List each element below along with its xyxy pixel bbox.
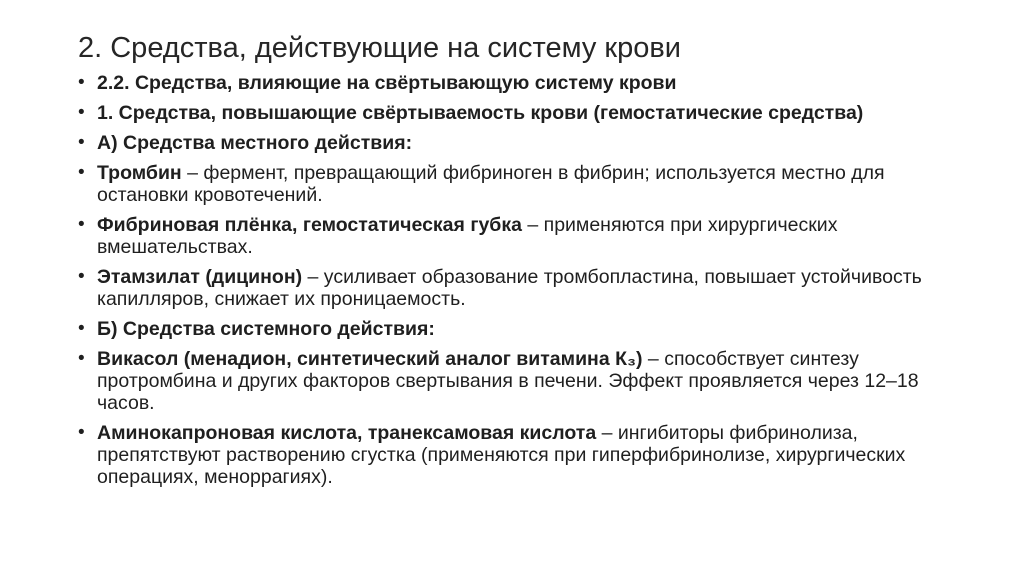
bullet-bold-text: 2.2. Средства, влияющие на свёртывающую систему крови: [97, 72, 677, 94]
bullet-text: – способствует синтезу протромбина и других факторов свертывания в печени. Эффект проявляется через 12–18 часов.: [97, 348, 919, 414]
bullet-bold-text: 1. Средства, повышающие свёртываемость крови (гемостатические средства): [97, 102, 864, 124]
bullet-bold-text: Тромбин: [97, 162, 182, 184]
bullet-item: [78, 102, 958, 124]
bullet-dot-icon: •: [78, 422, 85, 443]
bullet-dot-icon: •: [78, 348, 85, 369]
bullet-item: [78, 422, 958, 488]
bullet-bold-text: Б) Средства системного действия:: [97, 318, 435, 340]
bullet-text: – применяются при хирургических вмешательствах.: [97, 214, 838, 258]
bullet-list: [78, 72, 958, 496]
bullet-dot-icon: •: [78, 318, 85, 339]
bullet-bold-text: А) Средства местного действия:: [97, 132, 413, 154]
bullet-bold-text: Фибриновая плёнка, гемостатическая губка: [97, 214, 522, 236]
bullet-dot-icon: •: [78, 72, 85, 93]
bullet-text: – усиливает образование тромбопластина, повышает устойчивость капилляров, снижает их проницаемость.: [97, 266, 922, 310]
bullet-bold-text: Викасол (менадион, синтетический аналог витамина К₃): [97, 348, 643, 370]
bullet-item: [78, 266, 958, 310]
bullet-item: [78, 348, 958, 414]
slide-title: 2. Средства, действующие на систему крови: [78, 32, 681, 64]
bullet-dot-icon: •: [78, 102, 85, 123]
bullet-bold-text: Аминокапроновая кислота, транексамовая кислота: [97, 422, 597, 444]
bullet-dot-icon: •: [78, 132, 85, 153]
bullet-item: [78, 318, 958, 340]
bullet-text: – ингибиторы фибринолиза, препятствуют растворению сгустка (применяются при гиперфибринолизе, хирургических операциях, меноррагиях).: [97, 422, 906, 488]
bullet-item: [78, 214, 958, 258]
bullet-item: [78, 162, 958, 206]
bullet-bold-text: Этамзилат (дицинон): [97, 266, 303, 288]
bullet-item: [78, 72, 958, 94]
bullet-dot-icon: •: [78, 214, 85, 235]
bullet-dot-icon: •: [78, 266, 85, 287]
bullet-text: – фермент, превращающий фибриноген в фибрин; используется местно для остановки кровотечений.: [97, 162, 885, 206]
bullet-dot-icon: •: [78, 162, 85, 183]
bullet-item: [78, 132, 958, 154]
